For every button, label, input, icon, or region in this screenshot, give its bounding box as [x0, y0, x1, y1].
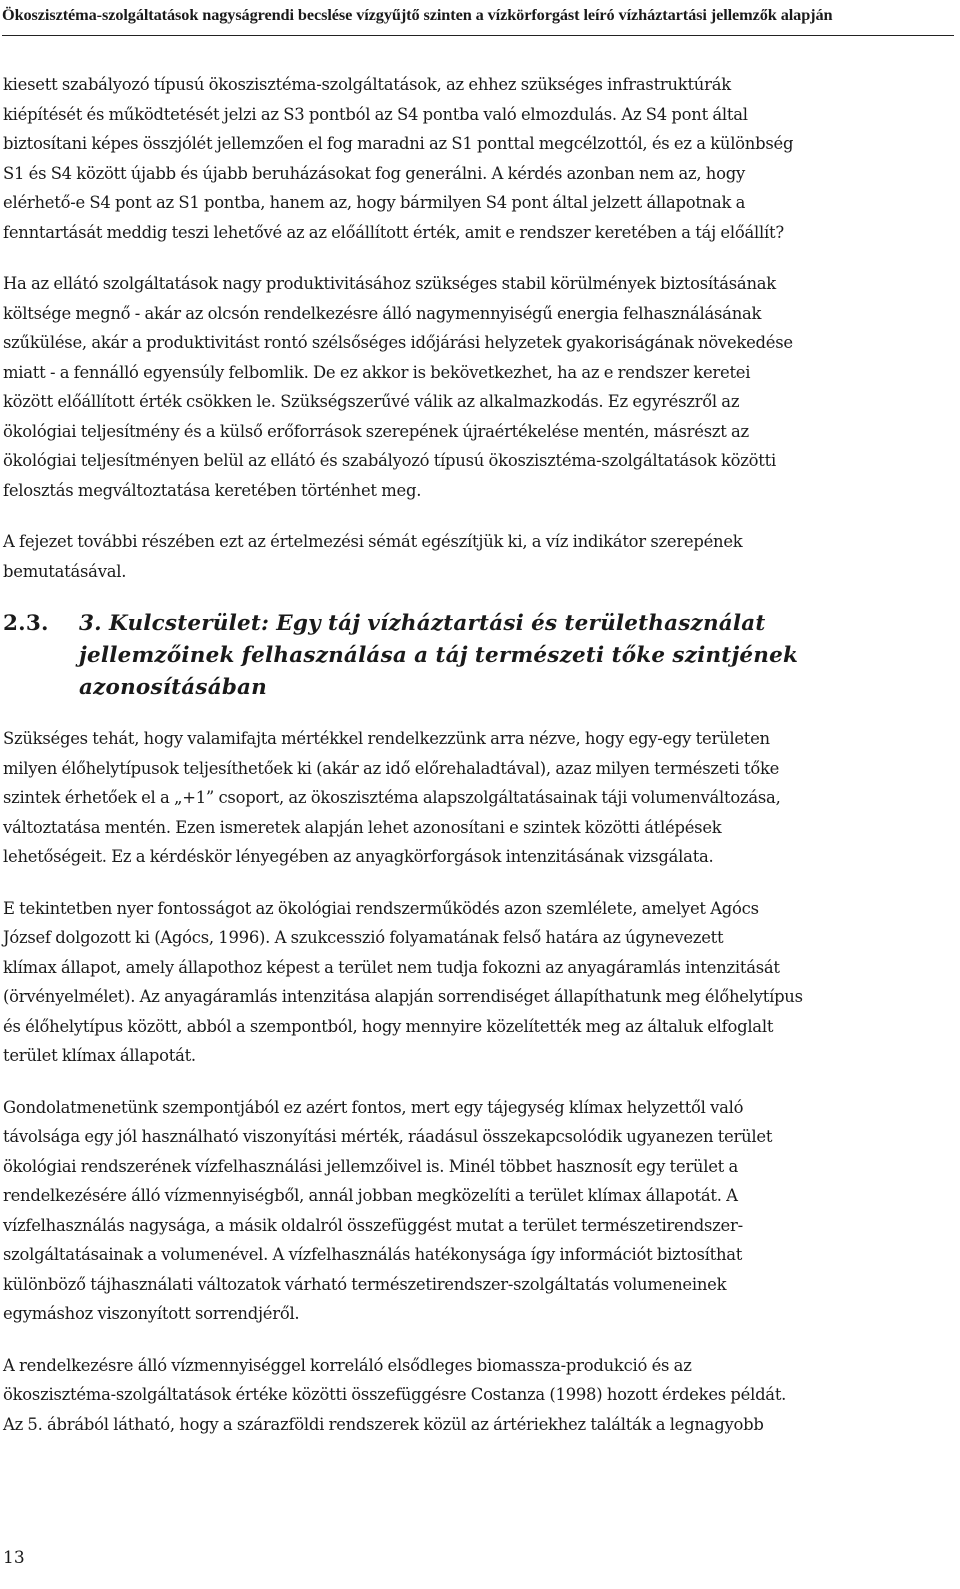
- text-line: biztosítani képes összjólét jellemzően el fog maradni az S1 ponttal megcélzottól, és ez a különbség: [3, 134, 794, 153]
- section-title: [79, 608, 798, 704]
- text-line: rendelkezésére álló vízmennyiségből, annál jobban megközelíti a terület klímax állapotát. A: [3, 1186, 738, 1205]
- text-line: Az 5. ábrából látható, hogy a szárazföldi rendszerek közül az ártériekhez találták a legnagyobb: [3, 1414, 764, 1434]
- text-line: A rendelkezésre álló vízmennyiséggel korreláló elsődleges biomassza-produkció és az: [3, 1355, 692, 1375]
- section-title-line: 3. Kulcsterület: Egy táj vízháztartási és területhasználat: [79, 611, 766, 636]
- text-line: szűkülése, akár a produktivitást rontó szélsőséges időjárási helyzetek gyakoriságának növekedése: [3, 333, 793, 352]
- paragraph-2: [3, 269, 953, 505]
- text-line: szintek érhetőek el a „+1” csoport, az ökoszisztéma alapszolgáltatásainak táji volumenváltozása,: [3, 788, 781, 807]
- text-line: Ha az ellátó szolgáltatások nagy produktivitásához szükséges stabil körülmények biztosításának: [3, 274, 776, 293]
- text-line: ökológiai teljesítmény és a külső erőforrások szerepének újraértékelése mentén, másrészt az: [3, 421, 749, 441]
- section-title-line: jellemzőinek felhasználása a táj természeti tőke szintjének: [79, 643, 799, 668]
- running-header: Ökoszisztéma-szolgáltatások nagyságrendi becslése vízgyűjtő szinten a vízkörforgást leíró vízháztartási jellemzők alapján: [2, 5, 833, 24]
- text-line: ökológiai teljesítményen belül az ellátó és szabályozó típusú ökoszisztéma-szolgáltatások közötti: [3, 451, 776, 470]
- text-line: ökoszisztéma-szolgáltatások értéke közötti összefüggésre Costanza (1998) hozott érdekes példát.: [3, 1385, 787, 1404]
- section-title-line: azonosításában: [79, 675, 268, 700]
- text-line: változtatása mentén. Ezen ismeretek alapján lehet azonosítani e szintek közötti átlépések: [3, 817, 722, 837]
- text-line: (örvényelmélet). Az anyagáramlás intenzitása alapján sorrendiséget állapíthatunk meg élőhelytípus: [3, 987, 803, 1006]
- section-heading: [3, 608, 953, 704]
- text-line: kiépítését és működtetését jelzi az S3 pontból az S4 pontba való elmozdulás. Az S4 pont által: [3, 104, 748, 124]
- text-line: E tekintetben nyer fontosságot az ökológiai rendszerműködés azon szemlélete, amelyet Agócs: [3, 898, 759, 918]
- text-line: egymáshoz viszonyított sorrendjéről.: [3, 1304, 300, 1323]
- page-number: 13: [3, 1548, 25, 1568]
- section-paragraph-3: [3, 1093, 953, 1329]
- text-line: távolsága egy jól használható viszonyítási mérték, ráadásul összekapcsolódik ugyanezen terület: [3, 1127, 773, 1146]
- text-line: költsége megnő - akár az olcsón rendelkezésre álló nagymennyiségű energia felhasználásának: [3, 303, 762, 323]
- header-divider: [2, 35, 954, 36]
- text-line: vízfelhasználás nagysága, a másik oldalról összefüggést mutat a terület természetirendszer-: [3, 1215, 743, 1235]
- text-line: bemutatásával.: [3, 561, 127, 581]
- text-line: Szükséges tehát, hogy valamifajta mértékkel rendelkezzünk arra nézve, hogy egy-egy területen: [3, 729, 770, 748]
- section-paragraph-4: [3, 1351, 953, 1440]
- document-body: [3, 70, 953, 1461]
- paragraph-3: [3, 527, 953, 586]
- text-line: milyen élőhelytípusok teljesíthetőek ki (akár az idő előrehaladtával), azaz milyen természeti tőke: [3, 758, 780, 778]
- text-line: elérhető-e S4 pont az S1 pontba, hanem az, hogy bármilyen S4 pont által jelzett állapotnak a: [3, 193, 746, 212]
- text-line: különböző tájhasználati változatok várható természetirendszer-szolgáltatás volumeneinek: [3, 1274, 727, 1294]
- text-line: József dolgozott ki (Agócs, 1996). A szukcesszió folyamatának felső határa az úgynevezett: [3, 928, 724, 947]
- text-line: kiesett szabályozó típusú ökoszisztéma-szolgáltatások, az ehhez szükséges infrastruktúrák: [3, 75, 731, 94]
- text-line: Gondolatmenetünk szempontjából ez azért fontos, mert egy tájegység klímax helyzettől való: [3, 1097, 744, 1117]
- text-line: szolgáltatásainak a volumenével. A vízfelhasználás hatékonysága így információt biztosíthat: [3, 1245, 743, 1264]
- section-number: 2.3.: [3, 611, 49, 636]
- text-line: klímax állapot, amely állapothoz képest a terület nem tudja fokozni az anyagáramlás intenzitását: [3, 957, 780, 977]
- text-line: A fejezet további részében ezt az értelmezési sémát egészítjük ki, a víz indikátor szerepének: [3, 532, 743, 551]
- section-paragraph-1: [3, 724, 953, 872]
- paragraph-1: [3, 70, 953, 247]
- text-line: ökológiai rendszerének vízfelhasználási jellemzőivel is. Minél többet hasznosít egy terület a: [3, 1156, 738, 1176]
- text-line: S1 és S4 között újabb és újabb beruházásokat fog generálni. A kérdés azonban nem az, hogy: [3, 163, 745, 183]
- section-paragraph-2: [3, 894, 953, 1071]
- text-line: fenntartását meddig teszi lehetővé az az előállított érték, amit e rendszer keretében a táj előállít?: [3, 222, 784, 242]
- text-line: terület klímax állapotát.: [3, 1046, 196, 1065]
- text-line: és élőhelytípus között, abból a szempontból, hogy mennyire közelítették meg az általuk elfoglalt: [3, 1016, 774, 1036]
- text-line: felosztás megváltoztatása keretében történhet meg.: [3, 480, 422, 500]
- text-line: lehetőségeit. Ez a kérdéskör lényegében az anyagkörforgások intenzitásának vizsgálata.: [3, 847, 714, 866]
- text-line: miatt - a fennálló egyensúly felbomlik. De ez akkor is bekövetkezhet, ha az e rendszer keretei: [3, 362, 751, 382]
- text-line: között előállított érték csökken le. Szükségszerűvé válik az alkalmazkodás. Ez egyrészről az: [3, 392, 740, 411]
